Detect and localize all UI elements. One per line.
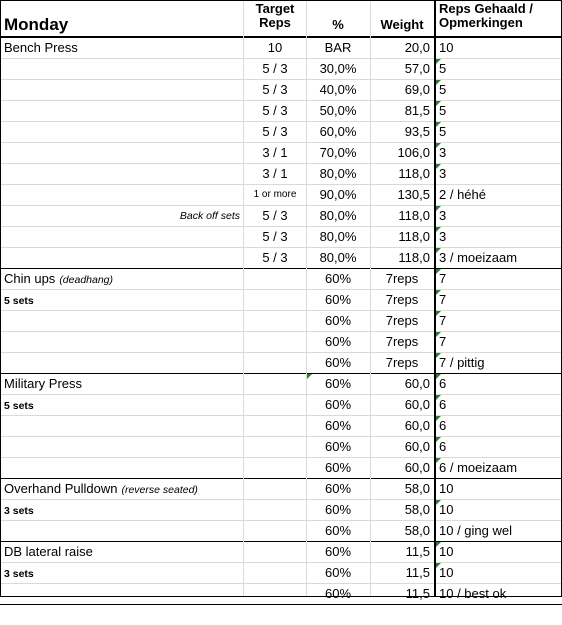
comment-marker-icon <box>436 248 441 253</box>
exercise-cell[interactable] <box>4 563 242 583</box>
reps-remarks-cell[interactable]: 6 <box>439 418 447 433</box>
sets-count: 3 sets <box>4 568 34 580</box>
reps-remarks-cell[interactable]: 3 <box>439 229 447 244</box>
percent-cell[interactable]: 90,0% <box>319 187 357 202</box>
comment-marker-icon <box>436 374 441 379</box>
reps-remarks-cell[interactable]: 6 / moeizaam <box>439 460 518 475</box>
comment-marker-icon <box>436 437 441 442</box>
percent-cell[interactable]: 80,0% <box>319 229 357 244</box>
weight-cell[interactable]: 60,0 <box>404 460 430 475</box>
exercise-cell[interactable] <box>4 542 242 562</box>
table-row <box>0 80 562 101</box>
reps-remarks-cell[interactable]: 5 <box>439 82 447 97</box>
exercise-cell[interactable] <box>4 38 242 58</box>
weight-cell[interactable]: 11,5 <box>405 586 430 601</box>
table-row <box>0 101 562 122</box>
exercise-cell[interactable] <box>4 185 242 205</box>
grid-line <box>243 0 244 597</box>
table-row <box>0 248 562 269</box>
weight-cell[interactable]: 81,5 <box>404 103 430 118</box>
table-row <box>0 605 562 626</box>
target-reps-cell[interactable]: 5 / 3 <box>262 124 288 139</box>
target-reps-cell[interactable] <box>244 521 306 541</box>
target-reps-cell[interactable]: 10 <box>267 40 283 55</box>
reps-remarks-cell[interactable]: 5 <box>439 124 447 139</box>
target-reps-cell[interactable]: 5 / 3 <box>262 103 288 118</box>
exercise-cell[interactable] <box>4 248 242 268</box>
comment-marker-icon <box>436 353 441 358</box>
percent-cell[interactable]: 60% <box>324 313 352 328</box>
comment-marker-icon <box>436 122 441 127</box>
weight-cell[interactable] <box>370 605 434 625</box>
target-reps-cell[interactable]: 1 or more <box>253 189 297 200</box>
table-row <box>0 521 562 542</box>
target-reps-cell[interactable]: 5 / 3 <box>262 82 288 97</box>
target-reps-cell[interactable]: 5 / 3 <box>262 250 288 265</box>
target-reps-cell[interactable] <box>244 563 306 583</box>
target-reps-cell[interactable]: 5 / 3 <box>262 229 288 244</box>
table-row <box>0 437 562 458</box>
target-reps-cell[interactable] <box>244 605 306 625</box>
weight-cell[interactable]: 60,0 <box>404 439 430 454</box>
target-reps-cell[interactable] <box>244 290 306 310</box>
comment-marker-icon <box>436 311 441 316</box>
exercise-note: (reverse seated) <box>121 484 198 496</box>
percent-cell[interactable]: BAR <box>324 40 352 55</box>
table-row <box>0 563 562 584</box>
day-title: Monday <box>4 15 69 34</box>
percent-cell[interactable]: 60% <box>324 439 352 454</box>
reps-remarks-cell[interactable]: 10 / ging wel <box>439 523 512 538</box>
comment-marker-icon <box>436 416 441 421</box>
reps-remarks-cell[interactable]: 5 <box>439 61 447 76</box>
col-header-weight[interactable]: Weight <box>380 17 424 32</box>
sets-count: 5 sets <box>4 400 34 412</box>
reps-remarks-cell[interactable]: 6 <box>439 376 447 391</box>
comment-marker-icon <box>436 458 441 463</box>
weight-cell[interactable]: 11,5 <box>405 565 430 580</box>
percent-cell[interactable]: 60% <box>324 586 352 601</box>
grid-line-divider <box>434 0 436 597</box>
percent-cell[interactable]: 60% <box>324 460 352 475</box>
weight-cell[interactable]: 7reps <box>385 334 419 349</box>
exercise-cell[interactable] <box>4 311 242 331</box>
percent-cell[interactable]: 60% <box>324 481 352 496</box>
exercise-cell[interactable] <box>4 584 242 604</box>
reps-remarks-cell[interactable]: 2 / héhé <box>439 187 486 202</box>
reps-remarks-cell[interactable]: 3 <box>439 166 447 181</box>
target-reps-cell[interactable] <box>244 353 306 373</box>
percent-cell[interactable]: 80,0% <box>319 250 357 265</box>
reps-remarks-cell[interactable]: 3 <box>439 208 447 223</box>
exercise-name: Overhand Pulldown <box>4 481 118 496</box>
percent-cell[interactable]: 80,0% <box>319 166 357 181</box>
col-header-target-reps[interactable]: Target Reps <box>255 1 295 30</box>
comment-marker-icon <box>436 164 441 169</box>
target-reps-cell[interactable] <box>244 437 306 457</box>
table-row <box>0 353 562 374</box>
weight-cell[interactable]: 58,0 <box>404 481 430 496</box>
table-row <box>0 479 562 500</box>
exercise-cell[interactable] <box>4 437 242 457</box>
reps-remarks-cell[interactable]: 7 <box>439 271 447 286</box>
table-row <box>0 290 562 311</box>
exercise-cell[interactable] <box>4 353 242 373</box>
target-reps-cell[interactable] <box>244 584 306 604</box>
table-row <box>0 311 562 332</box>
weight-cell[interactable]: 118,0 <box>398 166 430 181</box>
exercise-cell[interactable] <box>4 332 242 352</box>
comment-marker-icon <box>436 332 441 337</box>
reps-remarks-cell[interactable]: 10 / best ok <box>439 586 507 601</box>
reps-remarks-cell[interactable]: 10 <box>439 481 454 496</box>
comment-marker-icon <box>436 269 441 274</box>
weight-cell[interactable]: 58,0 <box>404 502 430 517</box>
reps-remarks-cell[interactable]: 10 <box>439 40 454 55</box>
sets-count: 3 sets <box>4 505 34 517</box>
table-row <box>0 374 562 395</box>
reps-remarks-cell[interactable]: 3 <box>439 145 447 160</box>
sets-count: 5 sets <box>4 295 34 307</box>
percent-cell[interactable]: 60% <box>324 397 352 412</box>
target-reps-cell[interactable] <box>244 374 306 394</box>
table-row <box>0 59 562 80</box>
percent-cell[interactable]: 60% <box>324 502 352 517</box>
exercise-cell[interactable] <box>4 374 242 394</box>
exercise-cell[interactable] <box>4 290 242 310</box>
weight-cell[interactable]: 7reps <box>385 313 419 328</box>
reps-remarks-cell[interactable]: 5 <box>439 103 447 118</box>
reps-remarks-cell[interactable] <box>437 605 562 625</box>
percent-cell[interactable]: 60% <box>324 271 352 286</box>
exercise-note: (deadhang) <box>59 274 114 286</box>
percent-cell[interactable]: 60% <box>324 355 352 370</box>
percent-cell[interactable]: 60% <box>324 544 352 559</box>
weight-cell[interactable]: 118,0 <box>398 250 430 265</box>
percent-cell[interactable]: 60% <box>324 418 352 433</box>
reps-remarks-cell[interactable]: 6 <box>439 439 447 454</box>
weight-cell[interactable]: 7reps <box>385 355 419 370</box>
comment-marker-icon <box>436 290 441 295</box>
weight-cell[interactable]: 130,5 <box>397 187 430 202</box>
weight-cell[interactable]: 106,0 <box>397 145 430 160</box>
exercise-cell[interactable] <box>4 80 242 100</box>
target-reps-cell[interactable] <box>244 311 306 331</box>
weight-cell[interactable]: 60,0 <box>404 418 430 433</box>
table-row <box>0 542 562 563</box>
weight-cell[interactable]: 11,5 <box>405 544 430 559</box>
table-row <box>0 458 562 479</box>
target-reps-cell[interactable] <box>244 416 306 436</box>
comment-marker-icon <box>436 80 441 85</box>
reps-remarks-cell[interactable]: 10 <box>439 565 454 580</box>
comment-marker-icon <box>436 206 441 211</box>
table-row <box>0 584 562 605</box>
exercise-cell[interactable] <box>4 605 242 625</box>
exercise-cell[interactable] <box>4 416 242 436</box>
grid-line <box>370 0 371 597</box>
percent-cell[interactable]: 50,0% <box>319 103 357 118</box>
percent-cell[interactable]: 60% <box>324 334 352 349</box>
table-row <box>0 164 562 185</box>
exercise-name: Chin ups <box>4 271 56 286</box>
comment-marker-icon <box>436 395 441 400</box>
percent-cell[interactable]: 60,0% <box>319 124 357 139</box>
header-row <box>0 0 562 38</box>
exercise-cell[interactable] <box>4 122 242 142</box>
target-reps-cell[interactable] <box>244 395 306 415</box>
table-row <box>0 269 562 290</box>
table-row <box>0 185 562 206</box>
table-row <box>0 122 562 143</box>
weight-cell[interactable]: 57,0 <box>404 61 430 76</box>
target-reps-cell[interactable] <box>244 500 306 520</box>
reps-remarks-cell[interactable]: 3 / moeizaam <box>439 250 518 265</box>
table-row <box>0 143 562 164</box>
target-reps-cell[interactable] <box>244 479 306 499</box>
comment-marker-icon <box>307 374 312 379</box>
target-reps-cell[interactable] <box>244 332 306 352</box>
exercise-cell[interactable] <box>4 479 242 499</box>
exercise-cell[interactable] <box>4 101 242 121</box>
target-reps-cell[interactable] <box>244 542 306 562</box>
reps-remarks-cell[interactable]: 10 <box>439 502 454 517</box>
exercise-name: DB lateral raise <box>4 544 93 559</box>
col-header-percent[interactable]: % <box>332 17 344 32</box>
target-reps-cell[interactable] <box>244 269 306 289</box>
weight-cell[interactable]: 7reps <box>385 292 419 307</box>
comment-marker-icon <box>436 143 441 148</box>
col-header-reps-remarks[interactable]: Reps Gehaald / Opmerkingen <box>439 1 533 30</box>
table-row <box>0 500 562 521</box>
weight-cell[interactable]: 118,0 <box>398 229 430 244</box>
weight-cell[interactable]: 69,0 <box>404 82 430 97</box>
comment-marker-icon <box>436 563 441 568</box>
target-reps-cell[interactable]: 3 / 1 <box>262 166 288 181</box>
comment-marker-icon <box>436 101 441 106</box>
exercise-cell[interactable] <box>4 521 242 541</box>
comment-marker-icon <box>436 542 441 547</box>
grid-line <box>306 0 307 597</box>
percent-cell[interactable]: 60% <box>324 523 352 538</box>
weight-cell[interactable]: 118,0 <box>398 208 430 223</box>
exercise-cell[interactable] <box>4 164 242 184</box>
reps-remarks-cell[interactable]: 6 <box>439 397 447 412</box>
reps-remarks-cell[interactable]: 10 <box>439 544 454 559</box>
reps-remarks-cell[interactable]: 7 <box>439 334 447 349</box>
exercise-cell[interactable] <box>4 458 242 478</box>
comment-marker-icon <box>436 500 441 505</box>
percent-cell[interactable]: 60% <box>324 376 352 391</box>
table-row <box>0 395 562 416</box>
rows-container <box>0 38 562 626</box>
percent-cell[interactable]: 80,0% <box>319 208 357 223</box>
table-row <box>0 227 562 248</box>
percent-cell[interactable]: 40,0% <box>319 82 357 97</box>
percent-cell[interactable]: 30,0% <box>319 61 357 76</box>
weight-cell[interactable]: 60,0 <box>404 376 430 391</box>
weight-cell[interactable]: 58,0 <box>404 523 430 538</box>
target-reps-cell[interactable]: 5 / 3 <box>262 61 288 76</box>
exercise-name: Bench Press <box>4 40 78 55</box>
reps-remarks-cell[interactable]: 7 <box>439 313 447 328</box>
target-reps-cell[interactable]: 5 / 3 <box>262 208 288 223</box>
exercise-cell[interactable] <box>4 143 242 163</box>
table-row <box>0 38 562 59</box>
target-reps-cell[interactable] <box>244 458 306 478</box>
percent-cell[interactable]: 60% <box>324 292 352 307</box>
table-row <box>0 206 562 227</box>
exercise-cell[interactable] <box>4 227 242 247</box>
percent-cell[interactable]: 60% <box>324 565 352 580</box>
target-reps-cell[interactable]: 3 / 1 <box>262 145 288 160</box>
reps-remarks-cell[interactable]: 7 <box>439 292 447 307</box>
percent-cell[interactable]: 70,0% <box>319 145 357 160</box>
percent-cell[interactable] <box>306 605 370 625</box>
exercise-cell[interactable] <box>4 269 242 289</box>
table-row <box>0 416 562 437</box>
exercise-cell[interactable] <box>4 59 242 79</box>
exercise-name: Military Press <box>4 376 83 391</box>
comment-marker-icon <box>436 227 441 232</box>
reps-remarks-cell[interactable]: 7 / pittig <box>439 355 485 370</box>
table-row <box>0 332 562 353</box>
back-off-label: Back off sets <box>179 210 240 222</box>
exercise-cell[interactable] <box>4 395 242 415</box>
weight-cell[interactable]: 60,0 <box>404 397 430 412</box>
exercise-cell[interactable] <box>4 500 242 520</box>
comment-marker-icon <box>436 59 441 64</box>
weight-cell[interactable]: 7reps <box>385 271 419 286</box>
weight-cell[interactable]: 93,5 <box>404 124 430 139</box>
weight-cell[interactable]: 20,0 <box>404 40 430 55</box>
